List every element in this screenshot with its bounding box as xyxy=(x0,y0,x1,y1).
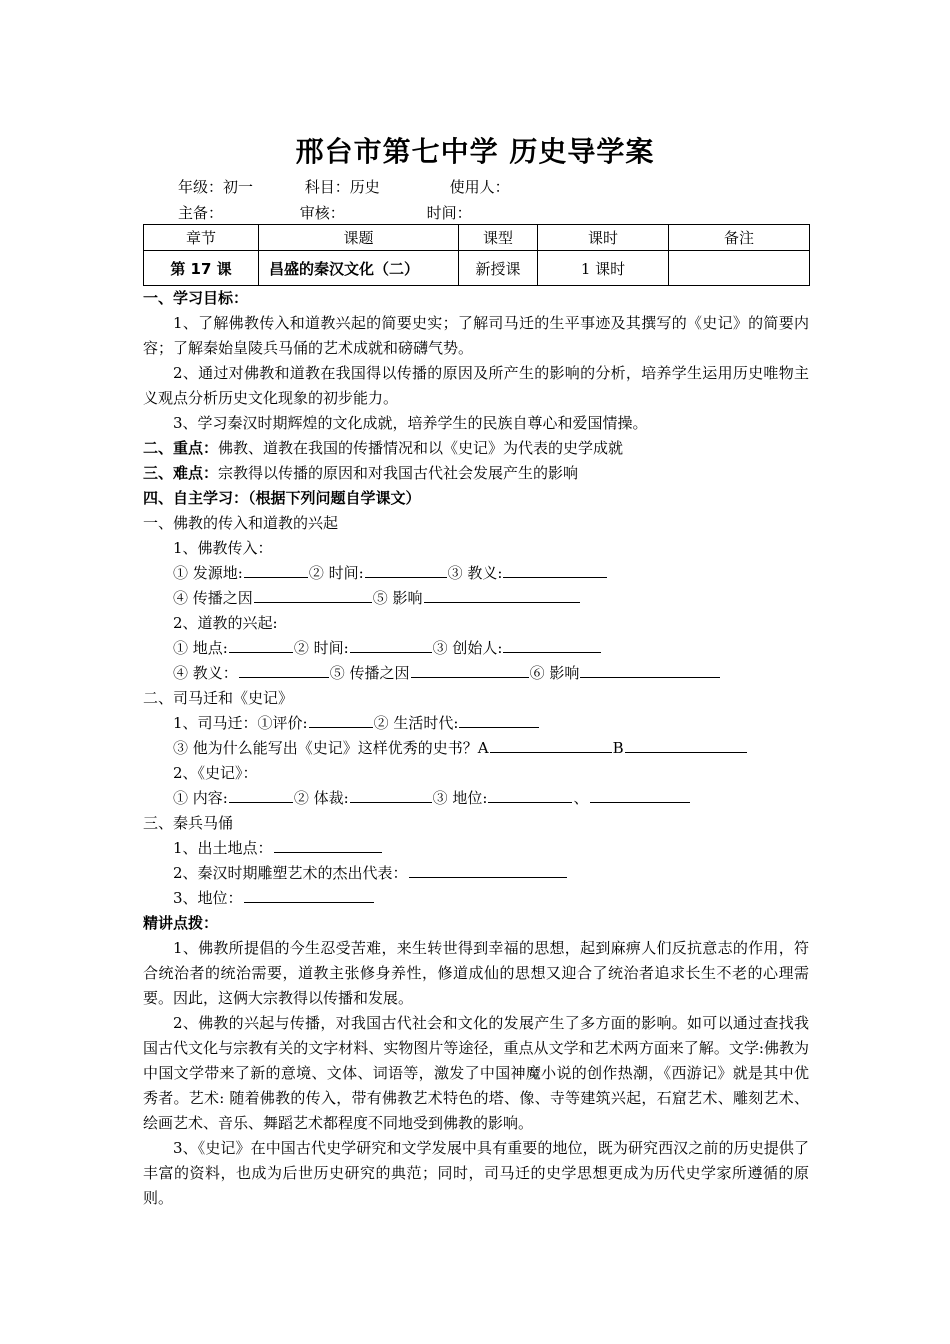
influence-blank[interactable] xyxy=(424,586,580,603)
terracotta-line-3 xyxy=(143,886,809,911)
style-blank[interactable] xyxy=(350,786,432,803)
table-row xyxy=(144,251,810,286)
answer-b-blank[interactable] xyxy=(625,736,747,753)
doctrine-label: ④ 教义： xyxy=(173,664,238,682)
difficulty-label: 三、难点： xyxy=(143,464,219,482)
lesson-info-table xyxy=(143,224,810,286)
lesson-type-cell: 新授课 xyxy=(459,251,538,286)
subject-label: 科目：历史 xyxy=(304,178,380,196)
section-title: 二、司马迁和《史记》 xyxy=(143,689,294,707)
table-header: 课型 xyxy=(459,225,538,251)
buddhism-line-2 xyxy=(143,586,809,611)
objective-item: 3、学习秦汉时期辉煌的文化成就，培养学生的民族自尊心和爱国情操。 xyxy=(173,414,648,432)
remarks-cell xyxy=(669,251,810,286)
sima-line-2 xyxy=(143,736,809,761)
meta-row-2 xyxy=(178,202,472,223)
explain-paragraph: 1、佛教所提倡的今生忍受苦难，来生转世得到幸福的思想，起到麻痹人们反抗意志的作用，符合统治者的统治需要，道教主张修身养性，修道成仙的思想又迎合了统治者追求长生不老的心理需要。因此，这俩大宗教得以传播和发展。 xyxy=(143,939,809,1007)
doctrine-blank[interactable] xyxy=(239,661,329,678)
separator: 、 xyxy=(573,789,589,807)
answer-b-label: B xyxy=(612,739,624,757)
sima-evaluation-label: 1、司马迁：①评价: xyxy=(173,714,308,732)
origin-label: ① 发源地: xyxy=(173,564,243,582)
buddhism-title: 1、佛教传入： xyxy=(173,539,273,557)
taoism-line-2 xyxy=(143,661,809,686)
section-title: 三、秦兵马俑 xyxy=(143,814,234,832)
status-label: 3、地位： xyxy=(173,889,243,907)
objective-item: 1、了解佛教传入和道教兴起的简要史实；了解司马迁的生平事迹及其撰写的《史记》的简要内容；了解秦始皇陵兵马俑的艺术成就和磅礴气势。 xyxy=(143,314,809,357)
era-label: ② 生活时代: xyxy=(373,714,459,732)
time-blank[interactable] xyxy=(350,636,432,653)
explain-heading: 精讲点拨： xyxy=(143,914,219,932)
topic-cell: 昌盛的秦汉文化（二） xyxy=(259,251,459,286)
content-label: ① 内容: xyxy=(173,789,228,807)
page-title: 邢台市第七中学 历史导学案 xyxy=(295,135,655,168)
terracotta-line-2 xyxy=(143,861,809,886)
time-label: 时间： xyxy=(426,204,472,222)
reason-label: ⑤ 传播之因 xyxy=(329,664,410,682)
key-point-line xyxy=(143,436,809,461)
influence-blank[interactable] xyxy=(580,661,720,678)
influence-label: ⑤ 影响 xyxy=(372,589,423,607)
meta-row-1 xyxy=(178,176,510,197)
influence-label: ⑥ 影响 xyxy=(529,664,580,682)
era-blank[interactable] xyxy=(459,711,539,728)
difficulty-text: 宗教得以传播的原因和对我国古代社会发展产生的影响 xyxy=(218,464,579,482)
key-point-label: 二、重点： xyxy=(143,439,219,457)
style-label: ② 体裁: xyxy=(293,789,349,807)
excavation-place-label: 1、出土地点： xyxy=(173,839,273,857)
place-label: ① 地点: xyxy=(173,639,228,657)
evaluation-blank[interactable] xyxy=(309,711,373,728)
section-title: 一、佛教的传入和道教的兴起 xyxy=(143,514,339,532)
self-study-text: （根据下列问题自学课文） xyxy=(248,489,421,507)
sima-line-1 xyxy=(143,711,809,736)
time-label: ② 时间: xyxy=(293,639,349,657)
founder-blank[interactable] xyxy=(503,636,601,653)
status-blank-2[interactable] xyxy=(590,786,690,803)
status-blank[interactable] xyxy=(244,886,374,903)
founder-label: ③ 创始人: xyxy=(432,639,503,657)
chapter-cell: 第 17 课 xyxy=(144,251,259,286)
answer-a-blank[interactable] xyxy=(490,736,612,753)
table-header: 章节 xyxy=(144,225,259,251)
shiji-title: 2、《史记》： xyxy=(173,764,258,782)
objectives-heading: 一、学习目标： xyxy=(143,289,249,307)
representative-blank[interactable] xyxy=(409,861,567,878)
sima-question: ③ 他为什么能写出《史记》这样优秀的史书？A xyxy=(173,739,489,757)
doctrine-label: ③ 教义: xyxy=(447,564,503,582)
time-blank[interactable] xyxy=(365,561,447,578)
worksheet-content xyxy=(143,286,809,1211)
reviewer-label: 审核： xyxy=(299,204,345,222)
class-hours-cell: 1 课时 xyxy=(538,251,669,286)
reason-blank[interactable] xyxy=(254,586,372,603)
buddhism-line-1 xyxy=(143,561,809,586)
taoism-line-1 xyxy=(143,636,809,661)
place-blank[interactable] xyxy=(229,636,293,653)
objective-item: 2、通过对佛教和道教在我国得以传播的原因及所产生的影响的分析，培养学生运用历史唯物主义观点分析历史文化现象的初步能力。 xyxy=(143,364,809,407)
explain-paragraph: 3、《史记》在中国古代史学研究和文学发展中具有重要的地位，既为研究西汉之前的历史提供了丰富的资料，也成为后世历史研究的典范；同时，司马迁的史学思想更成为历代史学家所遵循的原则。 xyxy=(143,1139,809,1207)
excavation-place-blank[interactable] xyxy=(274,836,382,853)
self-study-label: 四、自主学习： xyxy=(143,489,249,507)
taoism-title: 2、道教的兴起: xyxy=(173,614,278,632)
key-point-text: 佛教、道教在我国的传播情况和以《史记》为代表的史学成就 xyxy=(218,439,624,457)
time-label: ② 时间: xyxy=(308,564,364,582)
table-header: 备注 xyxy=(669,225,810,251)
grade-label: 年级：初一 xyxy=(178,178,254,196)
reason-blank[interactable] xyxy=(411,661,529,678)
table-header-row xyxy=(144,225,810,251)
representative-label: 2、秦汉时期雕塑艺术的杰出代表： xyxy=(173,864,408,882)
doctrine-blank[interactable] xyxy=(503,561,607,578)
terracotta-line-1 xyxy=(143,836,809,861)
explain-paragraph: 2、佛教的兴起与传播，对我国古代社会和文化的发展产生了多方面的影响。如可以通过查找我国古代文化与宗教有关的文字材料、实物图片等途径，重点从文学和艺术两方面来了解。文学:佛教为中国文学带来了新的意境、文体、词语等，激发了中国神魔小说的创作热潮，《西游记》就是其中优秀者。艺术: 随着佛教的传入，带有佛教艺术特色的塔、像、寺等建筑兴起，石窟艺术、雕刻艺术、绘画艺术、音乐、舞蹈艺术都程度不同地受到佛教的影响。 xyxy=(143,1014,809,1132)
status-label: ③ 地位: xyxy=(432,789,488,807)
preparer-label: 主备： xyxy=(178,204,224,222)
table-header: 课时 xyxy=(538,225,669,251)
content-blank[interactable] xyxy=(229,786,293,803)
origin-blank[interactable] xyxy=(244,561,308,578)
self-study-line xyxy=(143,486,809,511)
status-blank-1[interactable] xyxy=(488,786,572,803)
reason-label: ④ 传播之因 xyxy=(173,589,253,607)
user-label: 使用人： xyxy=(449,178,510,196)
shiji-line xyxy=(143,786,809,811)
table-header: 课题 xyxy=(259,225,459,251)
difficulty-line xyxy=(143,461,809,486)
